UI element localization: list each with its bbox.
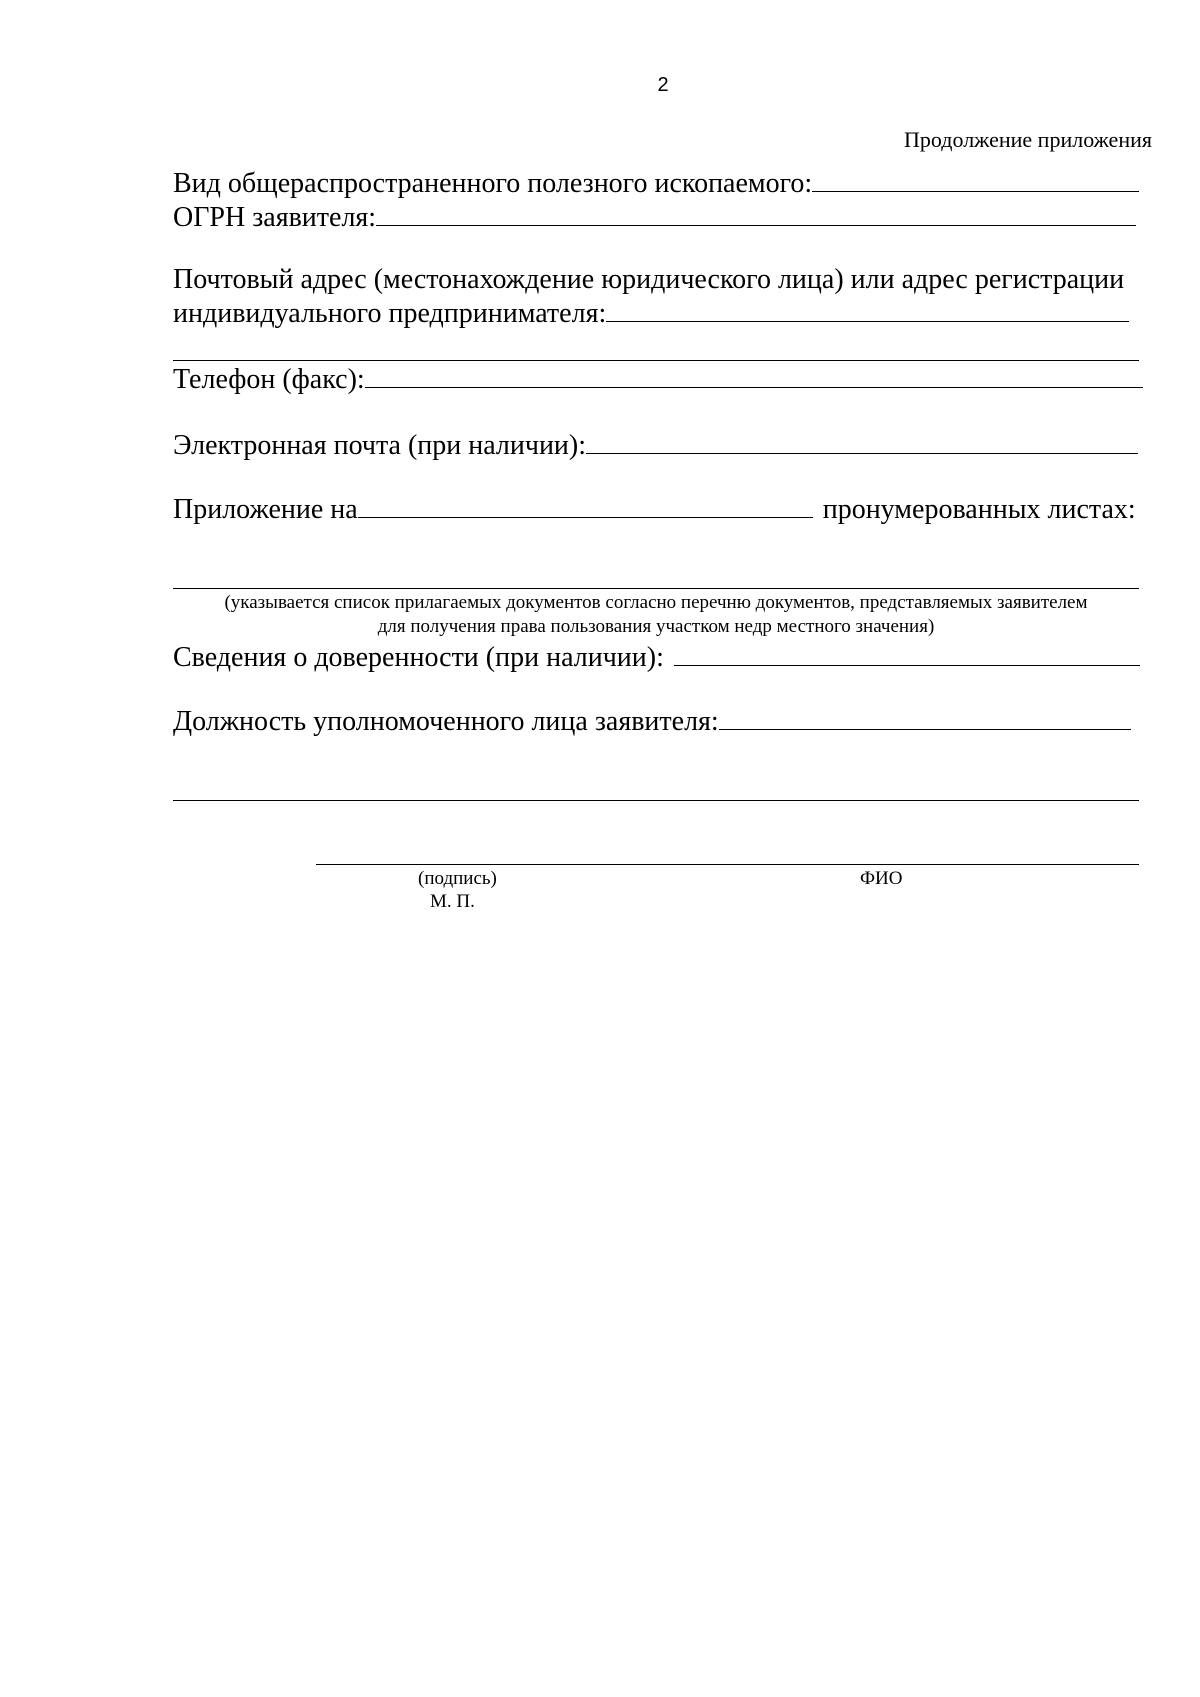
attachment-pages-blank[interactable] (358, 516, 813, 518)
attachment-note-line1: (указывается список прилагаемых документов согласно перечню документов, представляемых заявителем (224, 592, 1088, 613)
authorized-position-blank[interactable] (719, 728, 1131, 730)
signature-label: (подпись) (418, 868, 497, 889)
power-of-attorney-label: Сведения о доверенности (при наличии): (173, 642, 664, 673)
attachment-note-line2: для получения права пользования участком недр местного значения) (377, 616, 935, 637)
attachment-prefix-label: Приложение на (173, 494, 358, 525)
authorized-position-row (173, 706, 1131, 738)
email-blank[interactable] (586, 452, 1138, 454)
authorized-position-extra-blank[interactable] (173, 800, 1139, 801)
phone-label: Телефон (факс): (173, 364, 365, 395)
postal-address-label-line2: индивидуального предпринимателя: (173, 298, 607, 329)
email-label: Электронная почта (при наличии): (173, 430, 587, 461)
attachment-row (173, 494, 1136, 526)
stamp-label: М. П. (430, 891, 475, 912)
signature-line[interactable] (316, 864, 1139, 865)
postal-address-row-1 (173, 264, 1124, 296)
appendix-continuation-note: Продолжение приложения (904, 127, 1152, 152)
attachment-suffix-label: пронумерованных листах: (822, 494, 1136, 525)
page-number: 2 (657, 74, 669, 96)
mineral-type-row (173, 168, 1139, 200)
ogrn-row (173, 202, 1136, 234)
postal-address-row-2 (173, 298, 1129, 330)
phone-row (173, 364, 1143, 396)
postal-address-label-line1: Почтовый адрес (местонахождение юридического лица) или адрес регистрации (173, 264, 1125, 295)
mineral-type-blank[interactable] (812, 190, 1139, 192)
ogrn-blank[interactable] (376, 224, 1136, 226)
postal-address-extra-blank[interactable] (173, 360, 1139, 361)
postal-address-blank[interactable] (606, 320, 1129, 322)
name-label: ФИО (860, 868, 903, 889)
power-of-attorney-row (173, 642, 1140, 674)
authorized-position-label: Должность уполномоченного лица заявителя: (173, 706, 719, 737)
ogrn-label: ОГРН заявителя: (173, 202, 377, 233)
phone-blank[interactable] (365, 386, 1143, 388)
attachment-list-blank[interactable] (173, 588, 1139, 589)
email-row (173, 430, 1138, 462)
power-of-attorney-blank[interactable] (674, 664, 1140, 666)
mineral-type-label: Вид общераспространенного полезного ископаемого: (173, 168, 813, 199)
